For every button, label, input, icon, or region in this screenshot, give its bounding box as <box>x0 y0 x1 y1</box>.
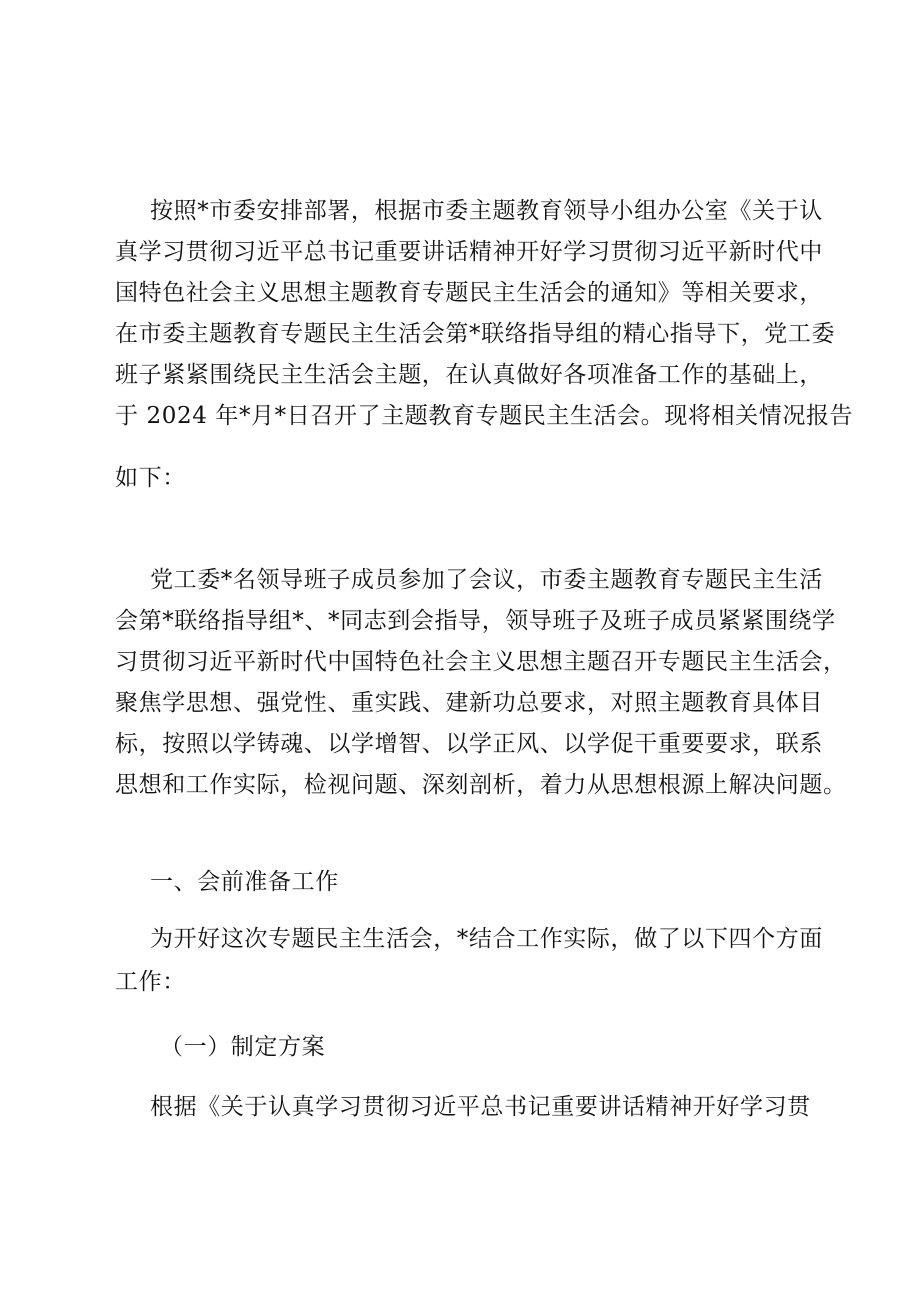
text-line: 国特色社会主义思想主题教育专题民主生活会的通知》等相关要求， <box>115 280 823 306</box>
text-line: 聚焦学思想、强党性、重实践、建新功总要求，对照主题教育具体目 <box>115 690 823 716</box>
text-line: 于 2024 年*月*日召开了主题教育专题民主生活会。现将相关情况报告 <box>115 403 854 429</box>
text-line: 根据《关于认真学习贯彻习近平总书记重要讲话精神开好学习贯 <box>150 1094 811 1120</box>
text-line: 按照*市委安排部署，根据市委主题教育领导小组办公室《关于认 <box>150 198 823 224</box>
text-line: 习贯彻习近平新时代中国特色社会主义思想主题召开专题民主生活会， <box>115 649 847 675</box>
text-line: 思想和工作实际，检视问题、深刻剖析，着力从思想根源上解决问题。 <box>115 772 847 798</box>
text-line: 会第*联络指导组*、*同志到会指导，领导班子及班子成员紧紧围绕学 <box>115 608 836 634</box>
text-line: 真学习贯彻习近平总书记重要讲话精神开好学习贯彻习近平新时代中 <box>115 239 823 265</box>
text-line: 标，按照以学铸魂、以学增智、以学正风、以学促干重要要求，联系 <box>115 731 823 757</box>
text-line: 在市委主题教育专题民主生活会第*联络指导组的精心指导下，党工委 <box>115 321 836 347</box>
text-line: 为开好这次专题民主生活会，*结合工作实际，做了以下四个方面 <box>150 926 823 952</box>
text-line: 工作： <box>115 969 186 995</box>
subsection-heading: （一）制定方案 <box>160 1034 326 1060</box>
text-line: 党工委*名领导班子成员参加了会议，市委主题教育专题民主生活 <box>150 567 823 593</box>
text-line: 班子紧紧围绕民主生活会主题，在认真做好各项准备工作的基础上， <box>115 362 823 388</box>
section-heading: 一、会前准备工作 <box>150 869 339 895</box>
text-line: 如下： <box>115 465 186 491</box>
